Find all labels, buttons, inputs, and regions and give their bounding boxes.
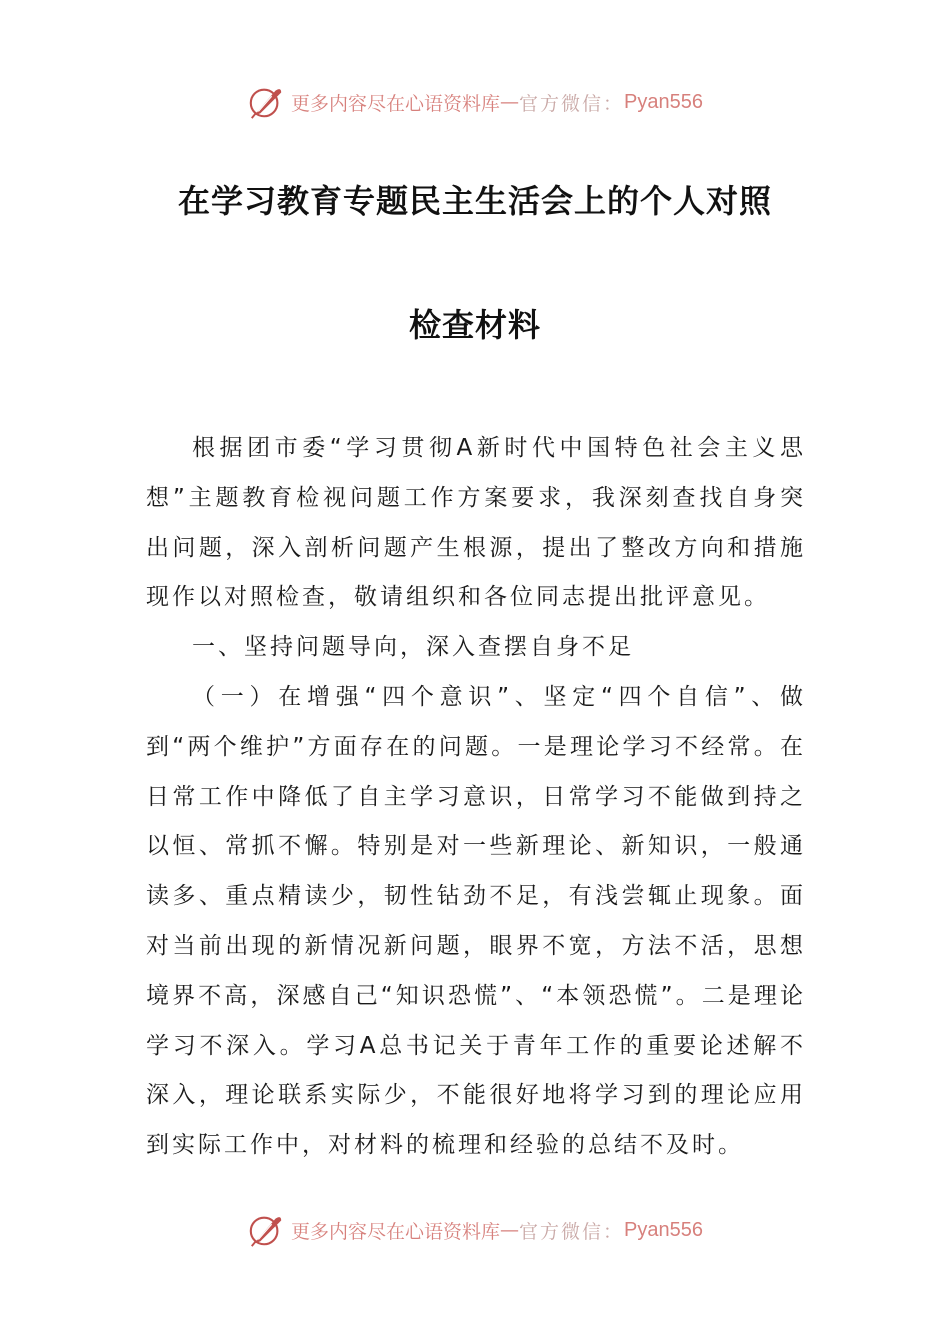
footer-watermark-banner <box>0 1208 950 1252</box>
banner-wechat-label: 官方微信： <box>519 1220 625 1243</box>
banner-main-text: 更多内容尽在心语资料库 <box>291 1220 501 1243</box>
quill-logo-icon <box>247 1211 285 1249</box>
banner-dash: — <box>500 1219 520 1241</box>
paragraph-subsection-1: （一）在增强“四个意识”、坚定“四个自信”、做到“两个维护”方面存在的问题。一是理论学习不经常。在日常工作中降低了自主学习意识，日常学习不能做到持之以恒、常抓不懈。特别是对一些新理论、新知识，一般通读多、重点精读少，韧性钻劲不足，有浅尝辄止现象。面对当前出现的新情况新问题，眼界不宽，方法不活，思想境界不高，深感自己“知识恐慌”、“本领恐慌”。二是理论学习不深入。学习A总书记关于青年工作的重要论述解不深入，理论联系实际少，不能很好地将学习到的理论应用到实际工作中，对材料的梳理和经验的总结不及时。 <box>146 683 806 1159</box>
document-body <box>146 424 806 1171</box>
quill-logo-icon <box>247 83 285 121</box>
paragraph-intro: 根据团市委“学习贯彻A新时代中国特色社会主义思想”主题教育检视问题工作方案要求，我深刻查找自身突出问题，深入剖析问题产生根源，提出了整改方向和措施现作以对照检查，敬请组织和各位同志提出批评意见。 <box>146 435 806 611</box>
document-title-line-2: 检查材料 <box>408 306 541 344</box>
banner-dash: — <box>500 91 520 113</box>
banner-wechat-id: Pyan556 <box>624 90 703 113</box>
banner-wechat-id: Pyan556 <box>624 1218 703 1241</box>
banner-main-text: 更多内容尽在心语资料库 <box>291 92 501 115</box>
banner-wechat-label: 官方微信： <box>519 92 625 115</box>
section-heading-1: 一、坚持问题导向，深入查摆自身不足 <box>192 634 634 661</box>
document-title-line-1: 在学习教育专题民主生活会上的个人对照 <box>177 182 772 220</box>
header-watermark-banner <box>0 80 950 124</box>
